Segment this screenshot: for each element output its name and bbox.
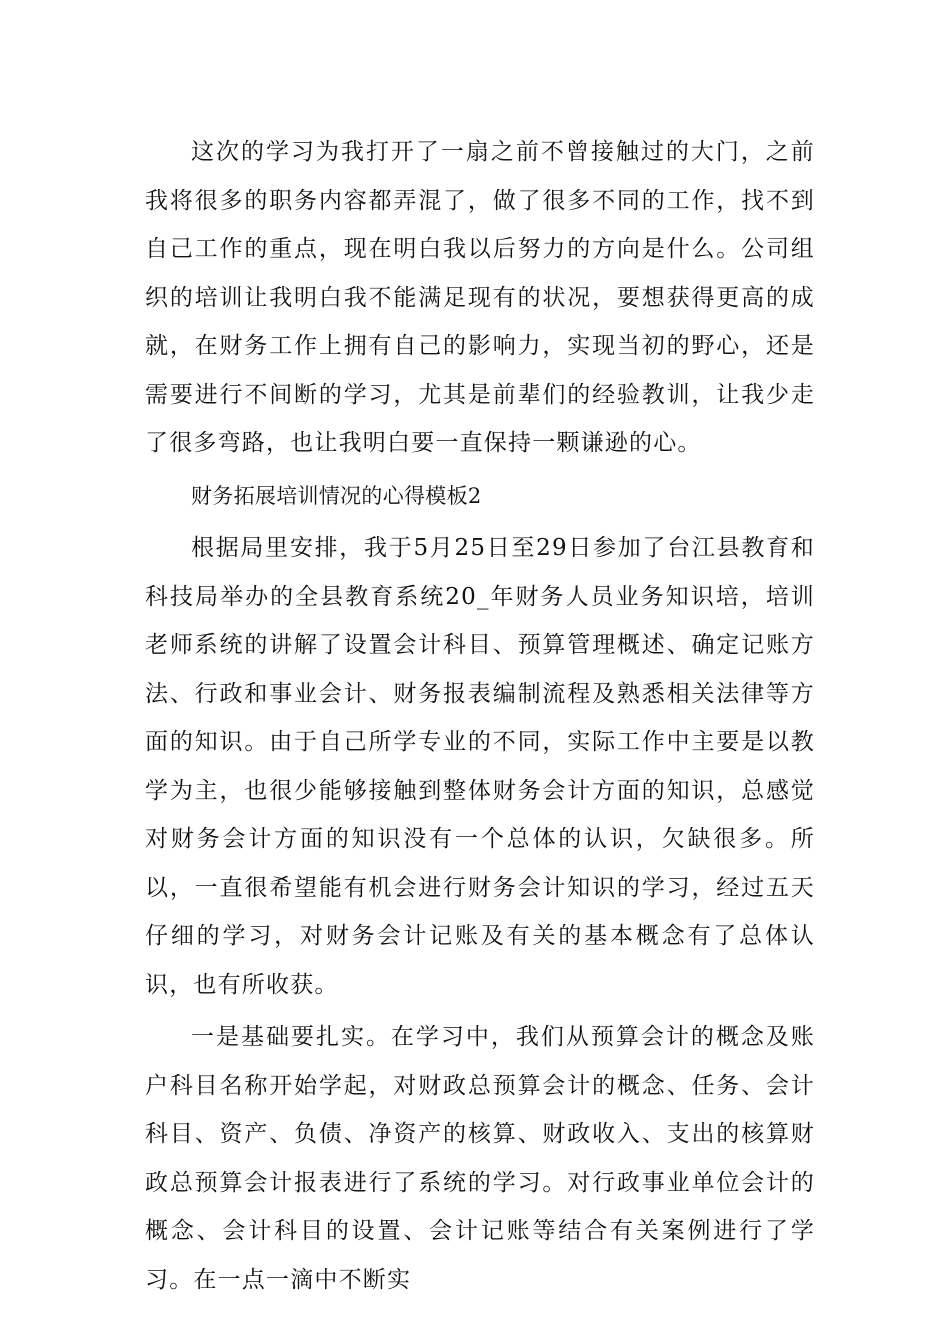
section-heading: 财务拓展培训情况的心得模板2 <box>191 483 482 508</box>
paragraph-learning-reflection: 这次的学习为我打开了一扇之前不曾接触过的大门，之前我将很多的职务内容都弄混了，做了很多不同的工作，找不到自己工作的重点，现在明白我以后努力的方向是什么。公司组织的培训让我明白我不能满足现有的状况，要想获得更高的成就，在财务工作上拥有自己的影响力，实现当初的野心，还是需要进行不间断的学习，尤其是前辈们的经验教训，让我少走了很多弯路，也让我明白要一直保持一颗谦逊的心。 <box>145 139 815 456</box>
paragraph-training-overview: 根据局里安排，我于5月25日至29日参加了台江县教育和科技局举办的全县教育系统20_年财务人员业务知识培，培训老师系统的讲解了设置会计科目、预算管理概述、确定记账方法、行政和事业会计、财务报表编制流程及熟悉相关法律等方面的知识。由于自己所学专业的不同，实际工作中主要是以教学为主，也很少能够接触到整体财务会计方面的知识，总感觉对财务会计方面的知识没有一个总体的认识，欠缺很多。所以，一直很希望能有机会进行财务会计知识的学习，经过五天仔细的学习，对财务会计记账及有关的基本概念有了总体认识，也有所收获。 <box>145 535 815 998</box>
paragraph-foundation-point: 一是基础要扎实。在学习中，我们从预算会计的概念及账户科目名称开始学起，对财政总预算会计的概念、任务、会计科目、资产、负债、净资产的核算、财政收入、支出的核算财政总预算会计报表进行了系统的学习。对行政事业单位会计的概念、会计科目的设置、会计记账等结合有关案例进行了学习。在一点一滴中不断实 <box>145 1024 815 1293</box>
document-body <box>145 128 815 1304</box>
